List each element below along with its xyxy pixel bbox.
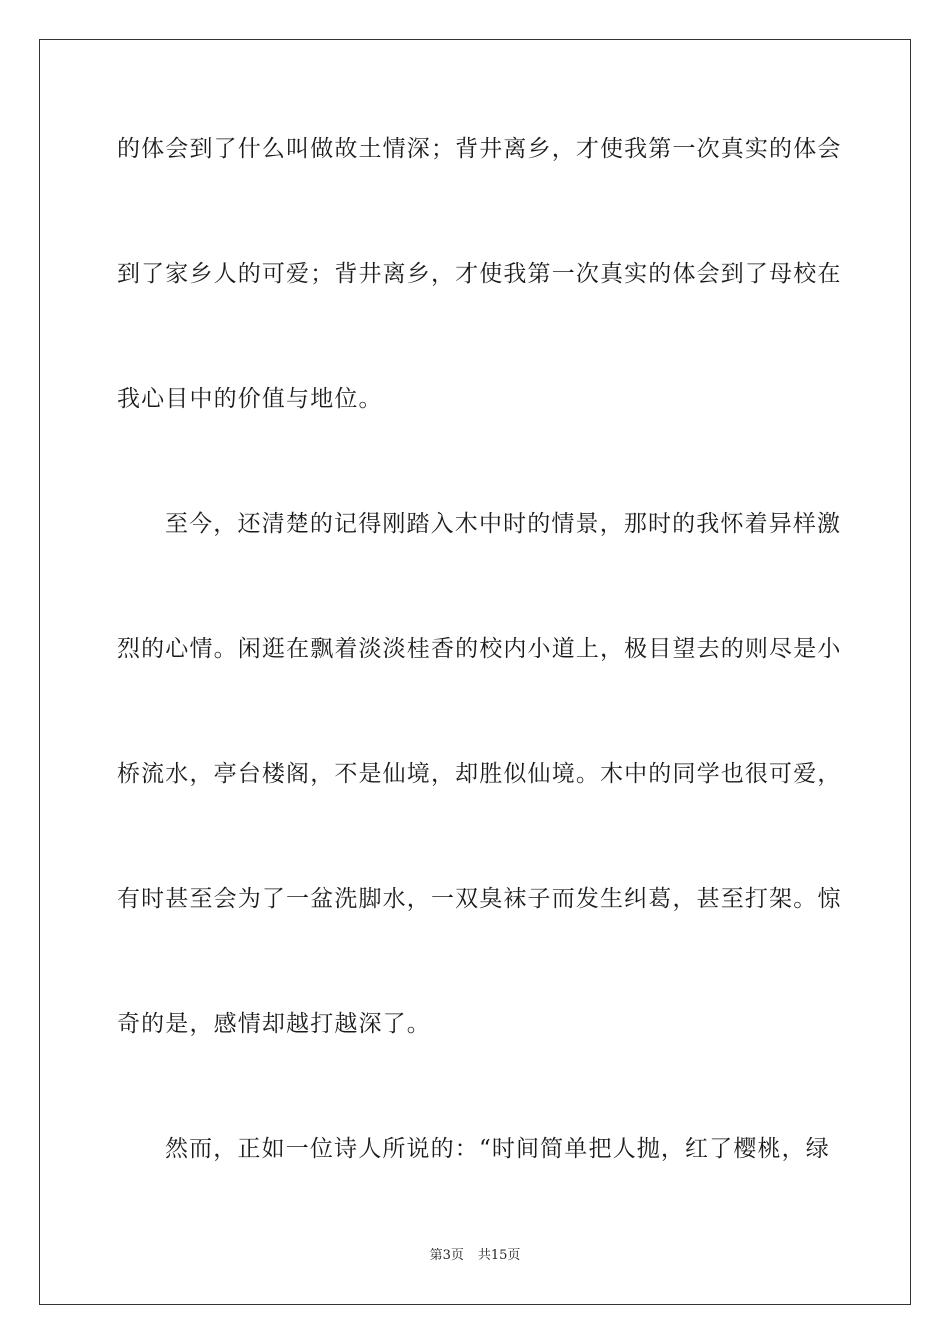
text-line: 烈的心情。闲逛在飘着淡淡桂香的校内小道上，极目望去的则尽是小 (117, 636, 842, 662)
text-line: 有时甚至会为了一盆洗脚水，一双臭袜子而发生纠葛，甚至打架。惊 (117, 886, 842, 912)
document-body (117, 126, 842, 1172)
page-total: 共15页 (477, 1248, 521, 1263)
text-line: 桥流水，亭台楼阁，不是仙境，却胜似仙境。木中的同学也很可爱， (117, 761, 842, 787)
paragraph-start-line: 然而，正如一位诗人所说的：“时间简单把人抛，红了樱桃，绿 (165, 1136, 830, 1162)
page-number: 第3页 (429, 1248, 464, 1263)
text-line: 我心目中的价值与地位。 (117, 386, 383, 412)
paragraph-start-line: 至今，还清楚的记得刚踏入木中时的情景，那时的我怀着异样激 (165, 511, 842, 537)
text-line: 的体会到了什么叫做故土情深；背井离乡，才使我第一次真实的体会 (117, 136, 842, 162)
text-line: 奇的是，感情却越打越深了。 (117, 1011, 431, 1037)
text-line: 到了家乡人的可爱；背井离乡，才使我第一次真实的体会到了母校在 (117, 261, 842, 287)
page-footer (0, 1247, 950, 1265)
